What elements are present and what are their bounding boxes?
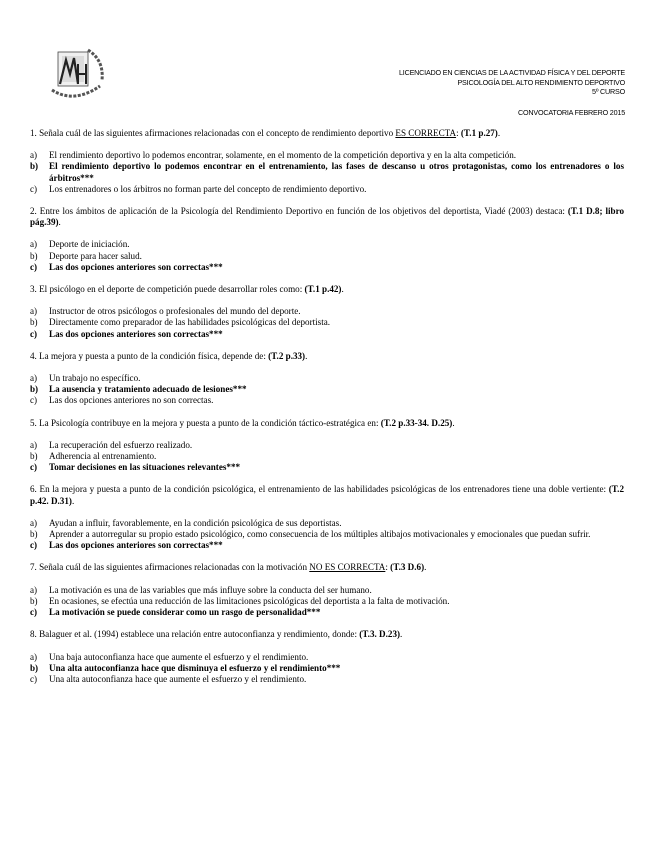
option-letter: a): [30, 239, 38, 250]
university-logo: [44, 44, 112, 104]
option-letter: b): [30, 451, 38, 462]
option-letter: b): [30, 529, 38, 540]
correct-answer-option: [30, 663, 624, 674]
question-reference: (T.2 p.33-34. D.25): [380, 417, 453, 428]
correct-answer-option: [30, 607, 624, 618]
option-text: La recuperación del esfuerzo realizado.: [49, 439, 193, 450]
answer-option: [30, 184, 624, 195]
option-text: La motivación es una de las variables que más influye sobre la conducta del ser humano.: [49, 584, 372, 595]
option-letter: a): [30, 439, 38, 450]
question-text: 8. Balaguer et al. (1994) establece una relación entre autoconfianza y rendimiento, donde:: [30, 629, 360, 640]
option-text: Los entrenadores o los árbitros no forman parte del concepto de rendimiento deportivo.: [49, 183, 367, 194]
question-reference: (T.3 D.6): [390, 562, 425, 573]
option-text: La ausencia y tratamiento adecuado de lesiones***: [49, 384, 247, 395]
questions-list: [30, 128, 624, 696]
option-text: Las dos opciones anteriores son correctas***: [49, 540, 223, 551]
answer-options: [30, 652, 624, 686]
question-reference: (T.1 D.8; libro pág.39): [30, 206, 624, 228]
umh-seal-icon: [44, 44, 112, 104]
option-letter: b): [30, 317, 38, 328]
option-letter: c): [30, 540, 38, 551]
option-letter: b): [30, 161, 39, 172]
answer-option: [30, 317, 624, 328]
course-header: [399, 68, 625, 97]
answer-options: [30, 306, 624, 340]
answer-options: [30, 585, 624, 619]
question-text: 4. La mejora y puesta a punto de la condición física, depende de:: [30, 350, 269, 361]
exam-call: CONVOCATORIA FEBRERO 2015: [518, 108, 625, 117]
option-text: El rendimiento deportivo lo podemos encontrar, solamente, en el momento de la competición deportiva y en la alta competición.: [49, 150, 517, 161]
option-letter: b): [30, 384, 39, 395]
option-letter: c): [30, 462, 38, 473]
option-text: Aprender a autorregular su propio estado psicológico, como consecuencia de los múltiples altibajos motivacionales y emocionales que puedan sufrir.: [49, 529, 591, 540]
option-letter: b): [30, 250, 38, 261]
answer-option: [30, 395, 624, 406]
answer-option: [30, 529, 624, 540]
header-year: 5º CURSO: [592, 87, 625, 97]
question-text: 6. En la mejora y puesta a punto de la condición psicológica, el entrenamiento de las habilidades psicológicas de los entrenadores tiene una doble vertiente:: [30, 484, 609, 495]
option-text: El rendimiento deportivo lo podemos encontrar en el entrenamiento, las fases de descanso u otros protagonistas, como los entrenadores o los árbitros***: [49, 161, 624, 183]
question-reference: (T.3. D.23): [359, 629, 401, 640]
question-emphasis: ES CORRECTA: [395, 128, 457, 138]
option-text: Una baja autoconfianza hace que aumente el esfuerzo y el rendimiento.: [49, 651, 309, 662]
correct-answer-option: [30, 384, 624, 395]
option-letter: c): [30, 328, 38, 339]
correct-answer-option: [30, 161, 624, 183]
option-letter: b): [30, 662, 39, 673]
option-text: En ocasiones, se efectúa una reducción de las limitaciones psicológicas del deportista a la falta de motivación.: [49, 595, 450, 606]
answer-option: [30, 451, 624, 462]
answer-options: [30, 239, 624, 273]
question-stem: 5. La Psicología contribuye en la mejora y puesta a punto de la condición táctico-estratégica en: (T.2 p.33-34. D.25).: [30, 417, 455, 428]
header-subject: PSICOLOGÍA DEL ALTO RENDIMIENTO DEPORTIVO: [457, 77, 625, 87]
option-text: La motivación se puede considerar como un rasgo de personalidad***: [49, 607, 321, 618]
answer-option: [30, 373, 624, 384]
option-letter: c): [30, 261, 38, 272]
answer-option: [30, 674, 624, 685]
question-stem: 2. Entre los ámbitos de aplicación de la Psicología del Rendimiento Deportivo en función de los objetivos del deportista, Viadé (2003) destaca: (T.1 D.8; libro pág.39).: [30, 206, 624, 228]
answer-option: [30, 251, 624, 262]
answer-options: [30, 518, 624, 552]
correct-answer-option: [30, 462, 624, 473]
answer-option: [30, 440, 624, 451]
option-letter: c): [30, 607, 38, 618]
question-reference: (T.2 p.42. D.31): [30, 484, 624, 506]
question-text: 5. La Psicología contribuye en la mejora y puesta a punto de la condición táctico-estratégica en:: [30, 417, 381, 428]
option-text: Ayudan a influir, favorablemente, en la condición psicológica de sus deportistas.: [49, 517, 342, 528]
option-text: Instructor de otros psicólogos o profesionales del mundo del deporte.: [49, 306, 301, 317]
correct-answer-option: [30, 262, 624, 273]
answer-option: [30, 150, 624, 161]
option-text: Las dos opciones anteriores son correctas***: [49, 261, 223, 272]
answer-options: [30, 150, 624, 195]
correct-answer-option: [30, 329, 624, 340]
question-reference: (T.1 p.27): [460, 128, 498, 138]
question-stem: 1. Señala cuál de las siguientes afirmaciones relacionadas con el concepto de rendimiento deportivo ES CORRECTA: (T.1 p.27).: [30, 128, 501, 138]
option-letter: a): [30, 150, 38, 161]
answer-option: [30, 596, 624, 607]
answer-option: [30, 239, 624, 250]
option-text: Una alta autoconfianza hace que disminuya el esfuerzo y el rendimiento***: [49, 662, 341, 673]
answer-options: [30, 440, 624, 474]
question-emphasis: NO ES CORRECTA: [309, 562, 386, 573]
answer-option: [30, 652, 624, 663]
question-text: 7. Señala cuál de las siguientes afirmaciones relacionadas con la motivación: [30, 562, 310, 573]
option-text: Deporte de iniciación.: [49, 239, 130, 250]
question-reference: (T.2 p.33): [268, 350, 306, 361]
question-text: 3. El psicólogo en el deporte de competición puede desarrollar roles como:: [30, 284, 305, 295]
option-text: Una alta autoconfianza hace que aumente el esfuerzo y el rendimiento.: [49, 673, 307, 684]
option-letter: a): [30, 306, 38, 317]
option-letter: a): [30, 651, 38, 662]
header-degree: LICENCIADO EN CIENCIAS DE LA ACTIVIDAD FÍSICA Y DEL DEPORTE: [399, 68, 625, 77]
question-stem: 4. La mejora y puesta a punto de la condición física, depende de: (T.2 p.33).: [30, 350, 308, 361]
answer-options: [30, 373, 624, 407]
option-letter: a): [30, 373, 38, 384]
option-letter: b): [30, 595, 38, 606]
correct-answer-option: [30, 540, 624, 551]
question-stem: 8. Balaguer et al. (1994) establece una relación entre autoconfianza y rendimiento, donde: (T.3. D.23).: [30, 629, 403, 640]
option-text: Directamente como preparador de las habilidades psicológicas del deportista.: [49, 317, 331, 328]
option-text: Deporte para hacer salud.: [49, 250, 142, 261]
question-reference: (T.1 p.42): [304, 284, 342, 295]
question-text: 2. Entre los ámbitos de aplicación de la Psicología del Rendimiento Deportivo en función de los objetivos del deportista, Viadé (2003) destaca:: [30, 206, 568, 217]
question-stem: 7. Señala cuál de las siguientes afirmaciones relacionadas con la motivación NO ES CORRECTA: (T.3 D.6).: [30, 562, 427, 573]
option-letter: a): [30, 584, 38, 595]
answer-option: [30, 518, 624, 529]
option-text: Un trabajo no específico.: [49, 373, 141, 384]
option-letter: c): [30, 395, 38, 406]
option-text: Las dos opciones anteriores son correctas***: [49, 328, 223, 339]
answer-option: [30, 306, 624, 317]
option-letter: c): [30, 673, 38, 684]
question-text: 1. Señala cuál de las siguientes afirmaciones relacionadas con el concepto de rendimiento deportivo: [30, 128, 396, 138]
option-text: Adherencia al entrenamiento.: [49, 451, 157, 462]
option-text: Las dos opciones anteriores no son correctas.: [49, 395, 214, 406]
option-text: Tomar decisiones en las situaciones relevantes***: [49, 462, 241, 473]
question-stem: 3. El psicólogo en el deporte de competición puede desarrollar roles como: (T.1 p.42).: [30, 284, 344, 295]
option-letter: a): [30, 517, 38, 528]
question-stem: 6. En la mejora y puesta a punto de la condición psicológica, el entrenamiento de las habilidades psicológicas de los entrenadores tiene una doble vertiente: (T.2 p.42. D.31).: [30, 484, 624, 506]
option-letter: c): [30, 183, 38, 194]
answer-option: [30, 585, 624, 596]
